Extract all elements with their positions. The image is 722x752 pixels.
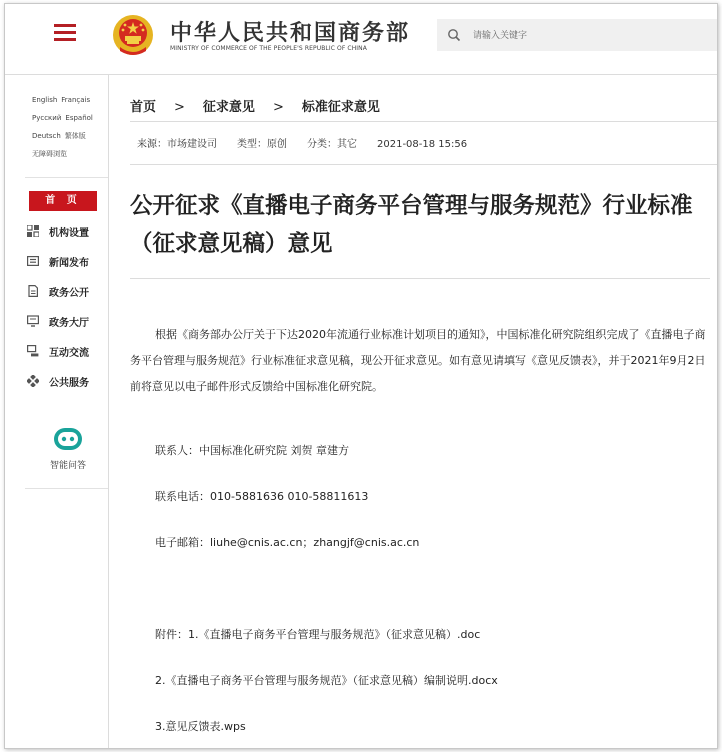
phone-line: 联系电话：010-5881636 010-58811613 (155, 490, 369, 503)
lang-french-link[interactable]: Français (61, 96, 91, 104)
robot-icon[interactable] (43, 426, 93, 454)
ministry-name-en: MINISTRY OF COMMERCE OF THE PEOPLE'S REPUBLIC OF CHINA (170, 45, 367, 52)
divider (130, 278, 710, 279)
national-emblem-icon[interactable] (112, 13, 154, 57)
sidebar-item-label: 公共服务 (49, 378, 89, 389)
contact-line: 联系人：中国标准化研究院 刘贺 章建方 (155, 444, 349, 457)
news-icon (27, 255, 39, 267)
lang-english-link[interactable]: English (32, 96, 58, 104)
breadcrumb-solicit[interactable]: 征求意见 (202, 100, 255, 115)
divider (130, 164, 717, 165)
sidebar-item-interaction[interactable] (27, 342, 103, 362)
breadcrumb-home[interactable]: 首页 (130, 100, 157, 115)
attachment-1 (155, 626, 480, 642)
site-header (5, 4, 717, 75)
lang-spanish-link[interactable]: Español (65, 114, 93, 122)
sidebar-item-label: 政务公开 (49, 288, 89, 299)
sidebar-item-gov-affairs[interactable] (27, 282, 103, 302)
left-sidebar (5, 75, 109, 748)
email-line: 电子邮箱：liuhe@cnis.ac.cn；zhangjf@cnis.ac.cn (155, 536, 420, 549)
article-meta (137, 135, 487, 150)
article-paragraph: 根据《商务部办公厅关于下达2020年流通行业标准计划项目的通知》，中国标准化研究院组织完成了《直播电子商务平台管理与服务规范》行业标准征求意见稿，现公开征求意见。如有意见请填写《意见反馈表》，并于2021年9月2日前将意见以电子邮件形式反馈给中国标准化研究院。 (130, 328, 706, 393)
divider (130, 121, 717, 122)
sidebar-item-org[interactable] (27, 222, 103, 242)
attachment-link-1[interactable]: 附件：1.《直播电子商务平台管理与服务规范》（征求意见稿）.doc (155, 628, 481, 641)
article-title: 公开征求《直播电子商务平台管理与服务规范》行业标准（征求意见稿）意见 (130, 193, 693, 257)
lang-german-link[interactable]: Deutsch (32, 132, 61, 140)
ai-assistant-label[interactable]: 智能问答 (49, 461, 86, 471)
lang-russian-link[interactable]: Русский (32, 114, 62, 122)
sidebar-item-public-service[interactable] (27, 372, 103, 392)
attachment-link-3[interactable]: 3.意见反馈表.wps (155, 720, 246, 733)
ministry-name-cn: 中华人民共和国商务部 (170, 21, 411, 46)
sidebar-divider (25, 177, 108, 178)
breadcrumb (130, 96, 380, 115)
sidebar-item-label: 互动交流 (49, 348, 89, 359)
sidebar-item-label: 政务大厅 (49, 318, 89, 329)
attachment-2 (155, 672, 498, 688)
attachment-3 (155, 718, 246, 734)
sidebar-item-label: 机构设置 (49, 228, 89, 239)
meta-category: 分类：其它 (307, 139, 357, 150)
lang-traditional-link[interactable]: 繁体版 (64, 132, 86, 140)
language-links (32, 91, 104, 163)
monitor-icon (27, 315, 39, 327)
sidebar-item-service-hall[interactable] (27, 312, 103, 332)
accessibility-link[interactable]: 无障碍浏览 (32, 150, 67, 158)
hamburger-icon[interactable] (54, 24, 76, 42)
browser-frame (4, 3, 718, 749)
breadcrumb-separator: > (272, 100, 284, 115)
org-grid-icon (27, 225, 39, 237)
breadcrumb-separator: > (174, 100, 185, 115)
sidebar-item-news[interactable] (27, 252, 103, 272)
breadcrumb-standard[interactable]: 标准征求意见 (301, 100, 380, 115)
search-icon[interactable] (447, 28, 461, 42)
chat-icon (27, 345, 39, 357)
meta-type: 类型：原创 (237, 139, 287, 150)
search-input[interactable] (471, 25, 705, 47)
document-icon (27, 285, 39, 297)
meta-source: 来源：市场建设司 (137, 139, 217, 150)
sidebar-item-label: 新闻发布 (49, 258, 89, 269)
sidebar-divider (25, 488, 108, 489)
attachment-link-2[interactable]: 2.《直播电子商务平台管理与服务规范》（征求意见稿）编制说明.docx (155, 674, 498, 687)
sidebar-home-button[interactable]: 首 页 (29, 191, 97, 211)
service-icon (27, 375, 39, 387)
search-box (437, 19, 717, 51)
meta-date: 2021-08-18 15:56 (377, 139, 468, 150)
